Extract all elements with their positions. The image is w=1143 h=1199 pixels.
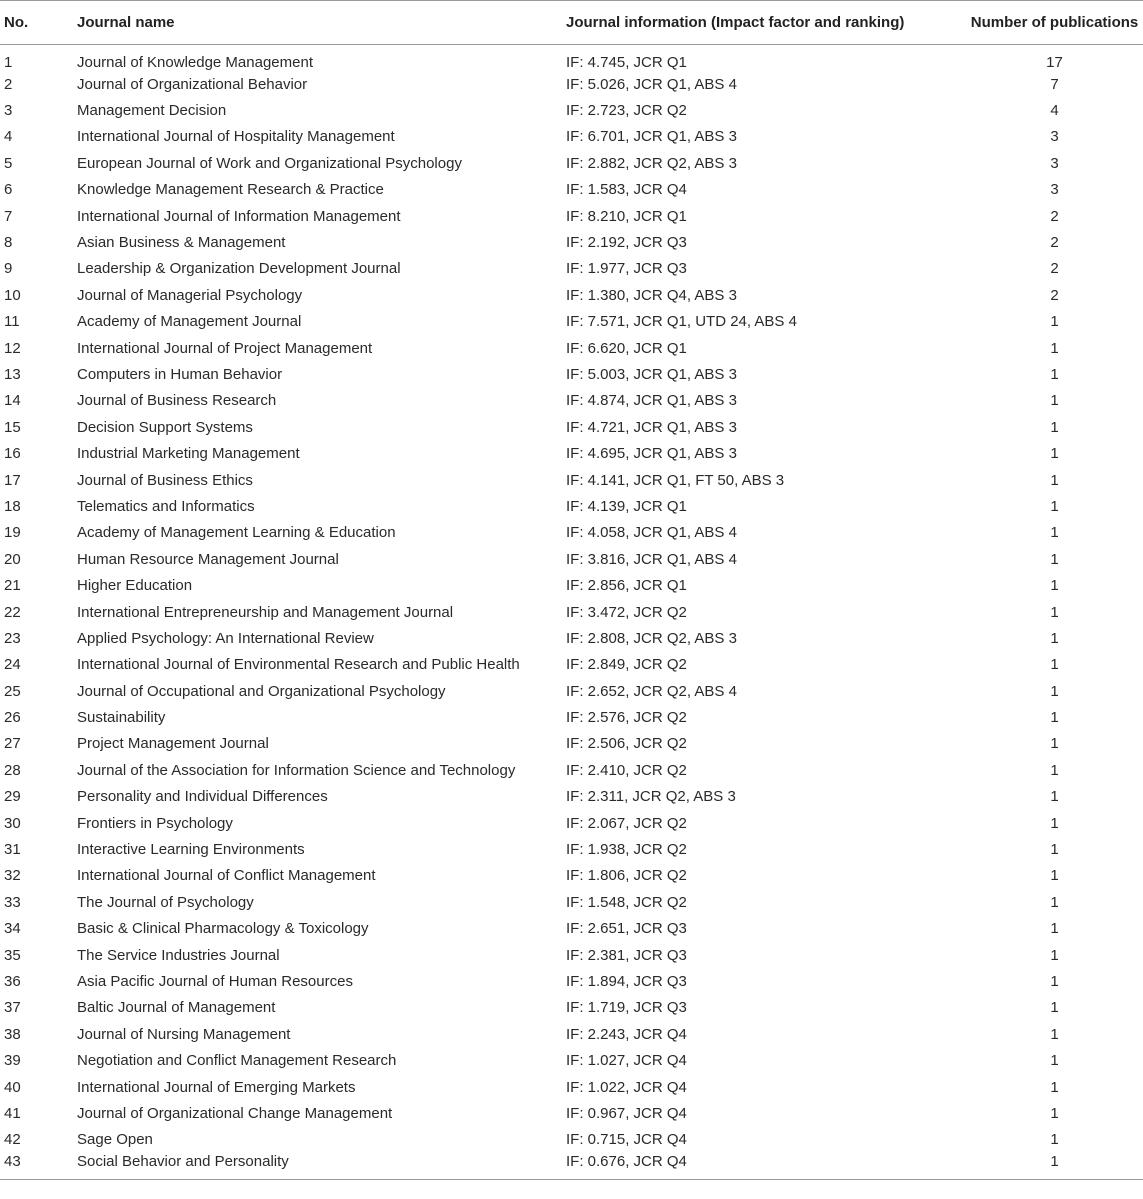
cell-journal-name: Applied Psychology: An International Review xyxy=(77,629,374,647)
cell-number-of-publications: 1 xyxy=(1050,445,1059,463)
cell-no: 6 xyxy=(4,181,13,199)
table-row xyxy=(0,625,1143,651)
cell-journal-name: Sage Open xyxy=(77,1131,153,1149)
table-row xyxy=(0,282,1143,308)
cell-no: 37 xyxy=(4,999,21,1017)
cell-journal-information: IF: 4.745, JCR Q1 xyxy=(566,54,687,71)
table-row xyxy=(0,810,1143,836)
cell-number-of-publications: 1 xyxy=(1050,550,1059,568)
cell-number-of-publications: 1 xyxy=(1050,418,1059,436)
table-row xyxy=(0,1153,1143,1179)
cell-no: 19 xyxy=(4,524,21,542)
table-row xyxy=(0,256,1143,282)
cell-journal-name: The Journal of Psychology xyxy=(77,893,254,911)
cell-journal-information: IF: 0.715, JCR Q4 xyxy=(566,1131,687,1149)
cell-number-of-publications: 17 xyxy=(1046,54,1063,71)
cell-journal-information: IF: 6.701, JCR Q1, ABS 3 xyxy=(566,128,737,146)
cell-journal-information: IF: 2.576, JCR Q2 xyxy=(566,709,687,727)
cell-journal-name: Decision Support Systems xyxy=(77,418,253,436)
table-row xyxy=(0,1100,1143,1126)
table-row xyxy=(0,599,1143,625)
table-row xyxy=(0,124,1143,150)
cell-no: 18 xyxy=(4,497,21,515)
cell-number-of-publications: 2 xyxy=(1050,260,1059,278)
table-row xyxy=(0,203,1143,229)
table-row xyxy=(0,942,1143,968)
cell-journal-information: IF: 2.651, JCR Q3 xyxy=(566,920,687,938)
cell-journal-information: IF: 4.721, JCR Q1, ABS 3 xyxy=(566,418,737,436)
cell-no: 5 xyxy=(4,154,13,172)
table-row xyxy=(0,229,1143,255)
cell-number-of-publications: 1 xyxy=(1050,577,1059,595)
cell-no: 16 xyxy=(4,445,21,463)
cell-journal-name: Journal of Business Ethics xyxy=(77,471,253,489)
cell-journal-information: IF: 6.620, JCR Q1 xyxy=(566,339,687,357)
cell-number-of-publications: 1 xyxy=(1050,972,1059,990)
cell-journal-name: Academy of Management Journal xyxy=(77,313,302,331)
cell-no: 35 xyxy=(4,946,21,964)
cell-no: 22 xyxy=(4,603,21,621)
cell-no: 10 xyxy=(4,286,21,304)
cell-no: 30 xyxy=(4,814,21,832)
cell-journal-information: IF: 1.583, JCR Q4 xyxy=(566,181,687,199)
table-row xyxy=(0,889,1143,915)
cell-journal-information: IF: 2.849, JCR Q2 xyxy=(566,656,687,674)
cell-journal-information: IF: 1.719, JCR Q3 xyxy=(566,999,687,1017)
cell-no: 43 xyxy=(0,1153,77,1179)
cell-no: 41 xyxy=(4,1104,21,1122)
cell-journal-name: Project Management Journal xyxy=(77,735,269,753)
table-row xyxy=(0,388,1143,414)
table-row xyxy=(0,361,1143,387)
cell-no: 14 xyxy=(4,392,21,410)
cell-journal-information: IF: 2.723, JCR Q2 xyxy=(566,102,687,120)
cell-journal-information: IF: 4.141, JCR Q1, FT 50, ABS 3 xyxy=(566,471,785,489)
table-row xyxy=(0,968,1143,994)
cell-journal-name: Telematics and Informatics xyxy=(77,497,255,515)
table-row xyxy=(0,678,1143,704)
cell-no: 32 xyxy=(4,867,21,885)
cell-number-of-publications: 1 xyxy=(1050,471,1059,489)
cell-number-of-publications: 1 xyxy=(1050,709,1059,727)
cell-journal-name: Journal of Knowledge Management xyxy=(77,54,313,71)
cell-journal-information: IF: 1.806, JCR Q2 xyxy=(566,867,687,885)
cell-journal-name: Interactive Learning Environments xyxy=(77,841,305,859)
cell-journal-name: Journal of Business Research xyxy=(77,392,277,410)
cell-journal-information: IF: 3.816, JCR Q1, ABS 4 xyxy=(566,550,737,568)
cell-no: 15 xyxy=(4,418,21,436)
cell-number-of-publications: 1 xyxy=(1050,735,1059,753)
cell-journal-name: Basic & Clinical Pharmacology & Toxicology xyxy=(77,920,369,938)
cell-journal-name: Journal of Organizational Behavior xyxy=(77,75,308,93)
table-row xyxy=(0,150,1143,176)
cell-journal-name: Industrial Marketing Management xyxy=(77,445,300,463)
cell-journal-name: Journal of Organizational Change Management xyxy=(77,1104,393,1122)
cell-no: 33 xyxy=(4,893,21,911)
cell-number-of-publications: 1 xyxy=(1050,1131,1059,1149)
table-row xyxy=(0,995,1143,1021)
cell-no: 39 xyxy=(4,1052,21,1070)
cell-journal-information: IF: 2.808, JCR Q2, ABS 3 xyxy=(566,629,737,647)
cell-journal-information: IF: 4.139, JCR Q1 xyxy=(566,497,687,515)
cell-journal-information: IF: 8.210, JCR Q1 xyxy=(566,207,687,225)
cell-journal-information: IF: 2.243, JCR Q4 xyxy=(566,1025,687,1043)
cell-journal-information: IF: 1.380, JCR Q4, ABS 3 xyxy=(566,286,737,304)
cell-no: 9 xyxy=(4,260,13,278)
table-header xyxy=(0,1,1143,45)
cell-no: 38 xyxy=(4,1025,21,1043)
cell-journal-name: Frontiers in Psychology xyxy=(77,814,233,832)
table-row xyxy=(0,1047,1143,1073)
cell-no: 13 xyxy=(4,365,21,383)
table-row xyxy=(0,784,1143,810)
cell-journal-information: IF: 0.967, JCR Q4 xyxy=(566,1104,687,1122)
cell-number-of-publications: 1 xyxy=(1050,365,1059,383)
header-journal-information: Journal information (Impact factor and ranking) xyxy=(566,1,966,45)
cell-no: 17 xyxy=(4,471,21,489)
cell-journal-name: International Entrepreneurship and Management Journal xyxy=(77,603,454,621)
cell-number-of-publications: 1 xyxy=(1050,946,1059,964)
cell-journal-name: International Journal of Project Management xyxy=(77,339,373,357)
cell-journal-information: IF: 1.027, JCR Q4 xyxy=(566,1052,687,1070)
cell-journal-information: IF: 2.381, JCR Q3 xyxy=(566,946,687,964)
table-row xyxy=(0,177,1143,203)
table-row xyxy=(0,1127,1143,1153)
cell-journal-name: International Journal of Emerging Markets xyxy=(77,1078,356,1096)
header-row xyxy=(0,1,1143,45)
cell-number-of-publications: 1 xyxy=(1050,656,1059,674)
cell-no: 7 xyxy=(4,207,13,225)
cell-journal-name: Knowledge Management Research & Practice xyxy=(77,181,384,199)
cell-journal-name: International Journal of Environmental Research and Public Health xyxy=(77,656,520,674)
cell-journal-name: Personality and Individual Differences xyxy=(77,788,328,806)
cell-no: 12 xyxy=(4,339,21,357)
table-row xyxy=(0,836,1143,862)
cell-no: 27 xyxy=(4,735,21,753)
cell-journal-name: Asia Pacific Journal of Human Resources xyxy=(77,972,353,990)
cell-no: 23 xyxy=(4,629,21,647)
table-row xyxy=(0,704,1143,730)
cell-no: 2 xyxy=(4,75,13,93)
table-row xyxy=(0,71,1143,97)
cell-journal-information: IF: 2.856, JCR Q1 xyxy=(566,577,687,595)
cell-no: 4 xyxy=(4,128,13,146)
cell-number-of-publications: 1 xyxy=(1050,841,1059,859)
cell-journal-name: Baltic Journal of Management xyxy=(77,999,276,1017)
cell-journal-information: IF: 2.067, JCR Q2 xyxy=(566,814,687,832)
cell-number-of-publications: 1 xyxy=(1050,1104,1059,1122)
cell-journal-name: Negotiation and Conflict Management Research xyxy=(77,1052,397,1070)
cell-journal-information: IF: 4.058, JCR Q1, ABS 4 xyxy=(566,524,737,542)
cell-journal-name: Leadership & Organization Development Journal xyxy=(77,260,401,278)
cell-no: 11 xyxy=(4,313,20,331)
header-journal-name: Journal name xyxy=(77,1,566,45)
cell-journal-information: IF: 1.977, JCR Q3 xyxy=(566,260,687,278)
cell-number-of-publications: 1 xyxy=(1050,339,1059,357)
cell-no: 40 xyxy=(4,1078,21,1096)
table-row xyxy=(0,652,1143,678)
table-row xyxy=(0,520,1143,546)
cell-no: 21 xyxy=(4,577,21,595)
table-row xyxy=(0,97,1143,123)
cell-journal-information: IF: 1.548, JCR Q2 xyxy=(566,893,687,911)
cell-journal-name: Journal of Nursing Management xyxy=(77,1025,291,1043)
table-row xyxy=(0,493,1143,519)
cell-journal-name: Higher Education xyxy=(77,577,193,595)
cell-number-of-publications: 1 xyxy=(1050,682,1059,700)
cell-journal-name: The Service Industries Journal xyxy=(77,946,280,964)
cell-number-of-publications: 3 xyxy=(1050,128,1059,146)
cell-number-of-publications: 7 xyxy=(1050,75,1059,93)
table-row xyxy=(0,546,1143,572)
cell-journal-information: IF: 4.874, JCR Q1, ABS 3 xyxy=(566,392,737,410)
cell-journal-information: IF: 3.472, JCR Q2 xyxy=(566,603,687,621)
cell-journal-information: IF: 2.506, JCR Q2 xyxy=(566,735,687,753)
table-row xyxy=(0,731,1143,757)
cell-journal-information: IF: 2.192, JCR Q3 xyxy=(566,234,687,252)
table-row xyxy=(0,863,1143,889)
cell-no: 20 xyxy=(4,550,21,568)
cell-number-of-publications: 1 xyxy=(1050,629,1059,647)
cell-number-of-publications: 3 xyxy=(1050,154,1059,172)
cell-number-of-publications: 2 xyxy=(1050,207,1059,225)
cell-number-of-publications: 1 xyxy=(1050,999,1059,1017)
cell-journal-information: IF: 2.410, JCR Q2 xyxy=(566,761,687,779)
cell-number-of-publications: 4 xyxy=(1050,102,1059,120)
cell-no: 26 xyxy=(4,709,21,727)
cell-journal-information: IF: 2.882, JCR Q2, ABS 3 xyxy=(566,154,737,172)
cell-journal-information: IF: 5.003, JCR Q1, ABS 3 xyxy=(566,365,737,383)
cell-no: 36 xyxy=(4,972,21,990)
cell-journal-name: International Journal of Hospitality Management xyxy=(77,128,395,146)
cell-no: 3 xyxy=(4,102,13,120)
table-row xyxy=(0,757,1143,783)
header-no: No. xyxy=(0,1,77,45)
cell-number-of-publications: 2 xyxy=(1050,286,1059,304)
cell-journal-information: IF: 7.571, JCR Q1, UTD 24, ABS 4 xyxy=(566,313,797,331)
header-number-of-publications: Number of publications xyxy=(966,1,1143,45)
cell-journal-information: IF: 5.026, JCR Q1, ABS 4 xyxy=(566,75,737,93)
table-row xyxy=(0,467,1143,493)
cell-journal-information: IF: 1.938, JCR Q2 xyxy=(566,841,687,859)
cell-journal-name: Academy of Management Learning & Education xyxy=(77,524,396,542)
cell-no: 24 xyxy=(4,656,21,674)
cell-number-of-publications: 1 xyxy=(1050,1025,1059,1043)
cell-no: 1 xyxy=(4,54,13,71)
cell-journal-name: International Journal of Conflict Management xyxy=(77,867,376,885)
cell-journal-name: Social Behavior and Personality xyxy=(77,1153,566,1179)
cell-number-of-publications: 3 xyxy=(1050,181,1059,199)
cell-journal-name: Journal of Occupational and Organizational Psychology xyxy=(77,682,446,700)
cell-no: 29 xyxy=(4,788,21,806)
table-row xyxy=(0,1021,1143,1047)
cell-number-of-publications: 1 xyxy=(1050,392,1059,410)
table-row xyxy=(0,414,1143,440)
table-body xyxy=(0,45,1143,1180)
cell-number-of-publications: 1 xyxy=(1050,497,1059,515)
table-row xyxy=(0,309,1143,335)
cell-journal-information: IF: 2.652, JCR Q2, ABS 4 xyxy=(566,682,737,700)
cell-number-of-publications: 1 xyxy=(1050,920,1059,938)
table-row xyxy=(0,572,1143,598)
cell-journal-name: Sustainability xyxy=(77,709,166,727)
cell-journal-information: IF: 4.695, JCR Q1, ABS 3 xyxy=(566,445,737,463)
table-row xyxy=(0,335,1143,361)
cell-no: 8 xyxy=(4,234,13,252)
cell-number-of-publications: 1 xyxy=(966,1153,1143,1179)
cell-number-of-publications: 1 xyxy=(1050,1052,1059,1070)
cell-number-of-publications: 1 xyxy=(1050,603,1059,621)
cell-no: 42 xyxy=(4,1131,21,1149)
cell-journal-name: Human Resource Management Journal xyxy=(77,550,339,568)
cell-journal-name: European Journal of Work and Organizational Psychology xyxy=(77,154,462,172)
cell-number-of-publications: 1 xyxy=(1050,814,1059,832)
cell-number-of-publications: 1 xyxy=(1050,1078,1059,1096)
cell-journal-name: Journal of Managerial Psychology xyxy=(77,286,303,304)
cell-journal-name: Journal of the Association for Information Science and Technology xyxy=(77,761,516,779)
cell-journal-name: Management Decision xyxy=(77,102,227,120)
cell-journal-information: IF: 0.676, JCR Q4 xyxy=(566,1153,966,1179)
cell-no: 25 xyxy=(4,682,21,700)
cell-journal-name: Computers in Human Behavior xyxy=(77,365,283,383)
cell-no: 31 xyxy=(4,841,21,859)
cell-journal-name: International Journal of Information Management xyxy=(77,207,401,225)
table-row xyxy=(0,916,1143,942)
cell-number-of-publications: 1 xyxy=(1050,867,1059,885)
cell-number-of-publications: 1 xyxy=(1050,524,1059,542)
cell-journal-information: IF: 1.894, JCR Q3 xyxy=(566,972,687,990)
cell-number-of-publications: 1 xyxy=(1050,761,1059,779)
cell-no: 34 xyxy=(4,920,21,938)
cell-number-of-publications: 1 xyxy=(1050,788,1059,806)
cell-number-of-publications: 2 xyxy=(1050,234,1059,252)
table-row xyxy=(0,440,1143,466)
cell-no: 28 xyxy=(4,761,21,779)
table-row xyxy=(0,1074,1143,1100)
table-row xyxy=(0,45,1143,72)
cell-journal-information: IF: 1.022, JCR Q4 xyxy=(566,1078,687,1096)
cell-journal-name: Asian Business & Management xyxy=(77,234,286,252)
cell-journal-information: IF: 2.311, JCR Q2, ABS 3 xyxy=(566,788,736,806)
cell-number-of-publications: 1 xyxy=(1050,893,1059,911)
cell-number-of-publications: 1 xyxy=(1050,313,1059,331)
